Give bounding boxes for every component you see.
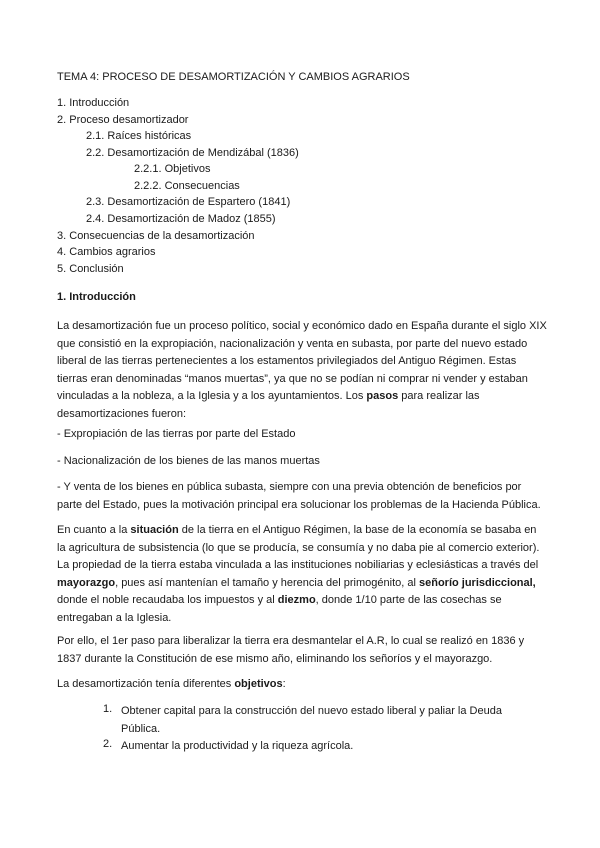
intro-paragraph bbox=[57, 318, 547, 424]
toc-text: Desamortización de Mendizábal (1836) bbox=[107, 147, 299, 159]
text-run: : bbox=[282, 678, 286, 690]
toc-num: 1. bbox=[57, 97, 67, 109]
text-run: , donde 1/10 parte de las cosechas se entregaban a la Iglesia. bbox=[57, 594, 502, 624]
toc-text: Introducción bbox=[69, 97, 130, 109]
toc-item bbox=[86, 213, 276, 225]
toc-num: 2.2.1. bbox=[134, 163, 162, 175]
text-run: para realizar las desamortizaciones fueron: bbox=[57, 390, 480, 420]
liberalization-paragraph: Por ello, el 1er paso para liberalizar la tierra era desmantelar el A.R, lo cual se realizó en 1836 y 1837 durante la Constitución de ese mismo año, eliminando los señoríos y el mayorazgo. bbox=[57, 635, 525, 665]
toc-item bbox=[57, 230, 255, 242]
text-run: La desamortización fue un proceso político, social y económico dado en España durante el siglo XIX que consistió en la expropiación, nacionalización y venta en subasta, por parte del nuevo estado liberal de las tierras pertenecientes a los estamentos privilegiados del Antiguo Régimen. Estas tierras eran denominadas “manos muertas”, ya que no se podían ni comprar ni vender y estaban vinculadas a la nobleza, a la Iglesia y a los ayuntamientos. Los bbox=[57, 320, 547, 403]
text-run-bold: pasos bbox=[366, 390, 399, 403]
list-number: 2. bbox=[103, 738, 113, 750]
list-item: Aumentar la productividad y la riqueza agrícola. bbox=[121, 740, 354, 752]
bullet-item: - Y venta de los bienes en pública subasta, siempre con una previa obtención de beneficios por parte del Estado, pues la motivación principal era solucionar los problemas de la Hacienda Pública. bbox=[57, 481, 541, 511]
toc-item bbox=[134, 163, 210, 175]
toc-text: Conclusión bbox=[69, 263, 124, 275]
toc-num: 5. bbox=[57, 263, 67, 275]
toc-text: Cambios agrarios bbox=[69, 246, 156, 258]
text-run: La desamortización tenía diferentes bbox=[57, 678, 235, 690]
text-run: En cuanto a la bbox=[57, 524, 131, 536]
toc-item bbox=[86, 130, 191, 142]
toc-item bbox=[57, 246, 155, 258]
toc-num: 2.2. bbox=[86, 147, 105, 159]
toc-text: Raíces históricas bbox=[107, 130, 192, 142]
toc-text: Objetivos bbox=[164, 163, 211, 175]
toc-num: 3. bbox=[57, 230, 67, 242]
text-run: , pues así mantenían el tamaño y herencia del primogénito, al bbox=[115, 576, 419, 589]
toc-item bbox=[57, 263, 124, 275]
objectives-intro bbox=[57, 676, 547, 694]
text-run-bold: diezmo bbox=[277, 594, 316, 607]
toc-num: 2.4. bbox=[86, 213, 105, 225]
situation-paragraph bbox=[57, 522, 547, 628]
text-run: donde el noble recaudaba los impuestos y al bbox=[57, 594, 278, 607]
text-run-bold: situación bbox=[130, 524, 179, 536]
section-heading: 1. Introducción bbox=[57, 291, 136, 303]
toc-item bbox=[134, 180, 240, 192]
toc-item bbox=[57, 114, 188, 126]
bullet-item: - Expropiación de las tierras por parte del Estado bbox=[57, 428, 296, 440]
toc-text: Desamortización de Espartero (1841) bbox=[107, 196, 291, 208]
toc-item bbox=[86, 196, 290, 208]
toc-text: Desamortización de Madoz (1855) bbox=[107, 213, 276, 225]
toc-num: 2. bbox=[57, 114, 67, 126]
toc-num: 2.3. bbox=[86, 196, 105, 208]
toc-text: Proceso desamortizador bbox=[69, 114, 189, 126]
text-run-bold: señorío jurisdiccional, bbox=[418, 576, 536, 589]
list-number: 1. bbox=[103, 703, 113, 715]
doc-title: TEMA 4: PROCESO DE DESAMORTIZACIÓN Y CAMBIOS AGRARIOS bbox=[57, 71, 410, 83]
toc-text: Consecuencias de la desamortización bbox=[69, 230, 255, 242]
text-run-bold: objetivos bbox=[234, 678, 283, 690]
toc-item bbox=[86, 147, 299, 159]
toc-num: 2.1. bbox=[86, 130, 105, 142]
toc-num: 4. bbox=[57, 246, 67, 258]
bullet-item: - Nacionalización de los bienes de las manos muertas bbox=[57, 455, 320, 467]
text-run: de la tierra en el Antiguo Régimen, la base de la economía se basaba en la agricultura de subsistencia (lo que se producía, se consumía y no daba pie al comercio exterior). La propiedad de la tierra estaba vinculada a las instituciones nobiliarias y eclesiásticas a través del bbox=[57, 524, 540, 572]
list-item: Obtener capital para la construcción del nuevo estado liberal y paliar la Deuda Pública. bbox=[121, 705, 502, 735]
toc-num: 2.2.2. bbox=[134, 180, 162, 192]
toc-item bbox=[57, 97, 129, 109]
toc-text: Consecuencias bbox=[164, 180, 240, 192]
text-run-bold: mayorazgo bbox=[57, 576, 116, 589]
